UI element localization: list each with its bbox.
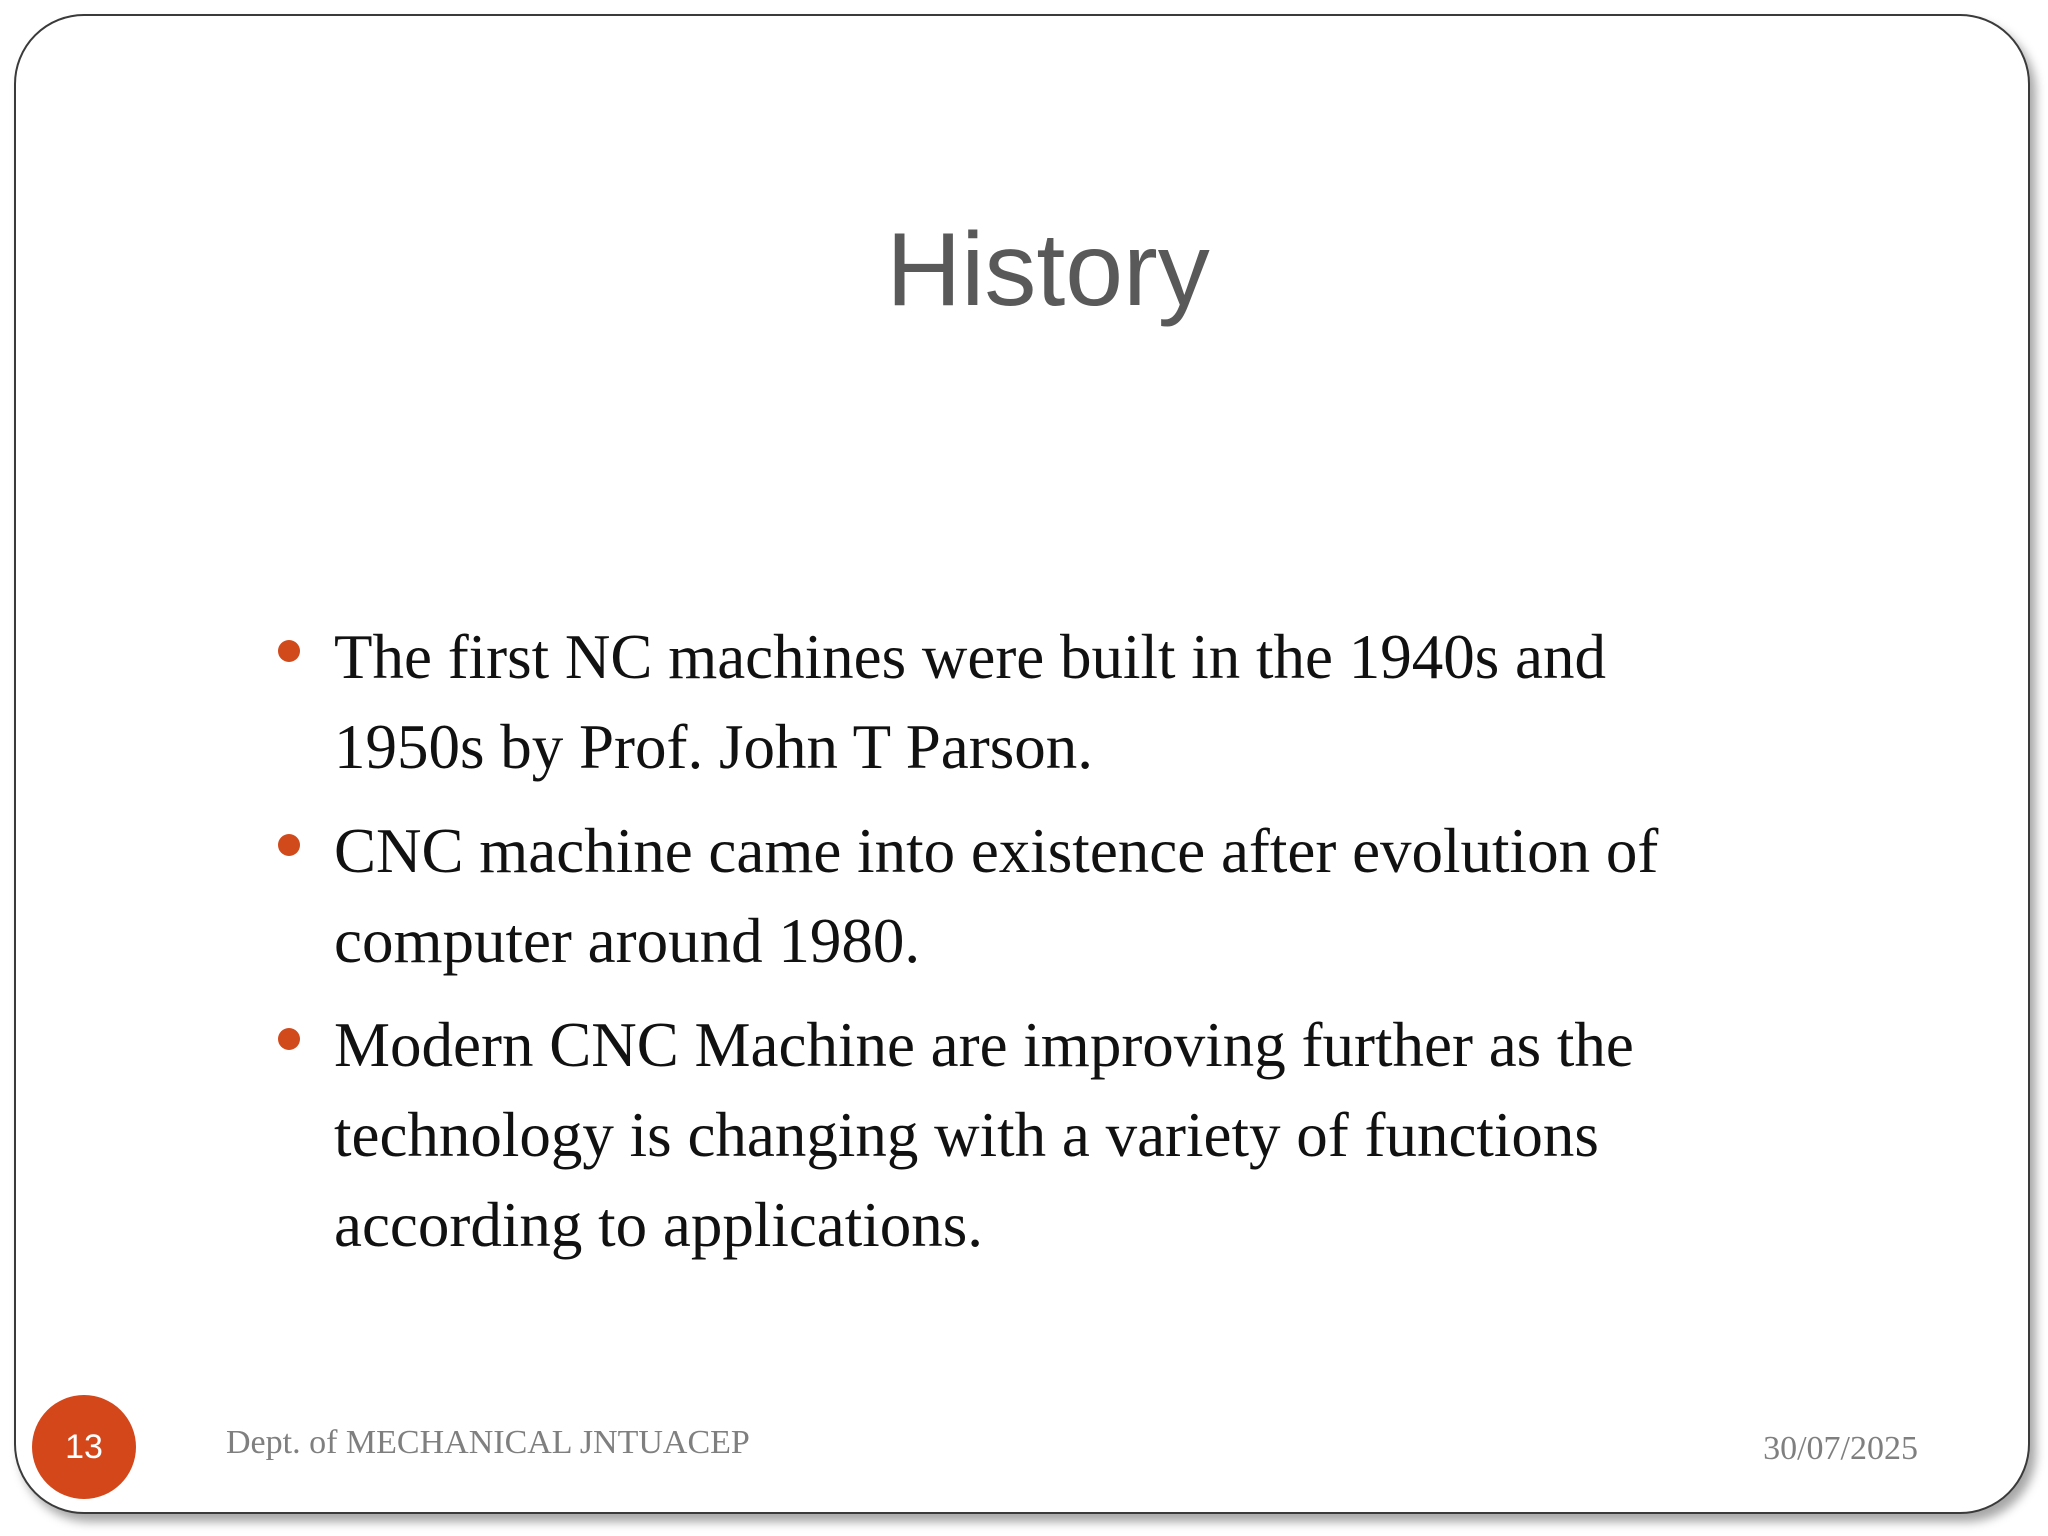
slide-title: History bbox=[886, 212, 1210, 328]
bullet-item bbox=[270, 806, 1690, 986]
bullet-text: The first NC machines were built in the 1940s and 1950s by Prof. John T Parson. bbox=[334, 622, 1606, 782]
bullet-text: CNC machine came into existence after evolution of computer around 1980. bbox=[334, 816, 1659, 976]
bullet-text: Modern CNC Machine are improving further as the technology is changing with a variety of functions according to applications. bbox=[334, 1010, 1634, 1260]
slide-number-badge: 13 bbox=[32, 1395, 136, 1499]
bullet-marker-icon bbox=[278, 640, 300, 662]
bullet-item bbox=[270, 1000, 1690, 1270]
bullet-item bbox=[270, 612, 1690, 792]
footer-department: Dept. of MECHANICAL JNTUACEP bbox=[226, 1424, 750, 1461]
bullet-marker-icon bbox=[278, 1028, 300, 1050]
bullet-marker-icon bbox=[278, 834, 300, 856]
footer-date: 30/07/2025 bbox=[1763, 1430, 1918, 1467]
bullet-list bbox=[270, 612, 1690, 1284]
